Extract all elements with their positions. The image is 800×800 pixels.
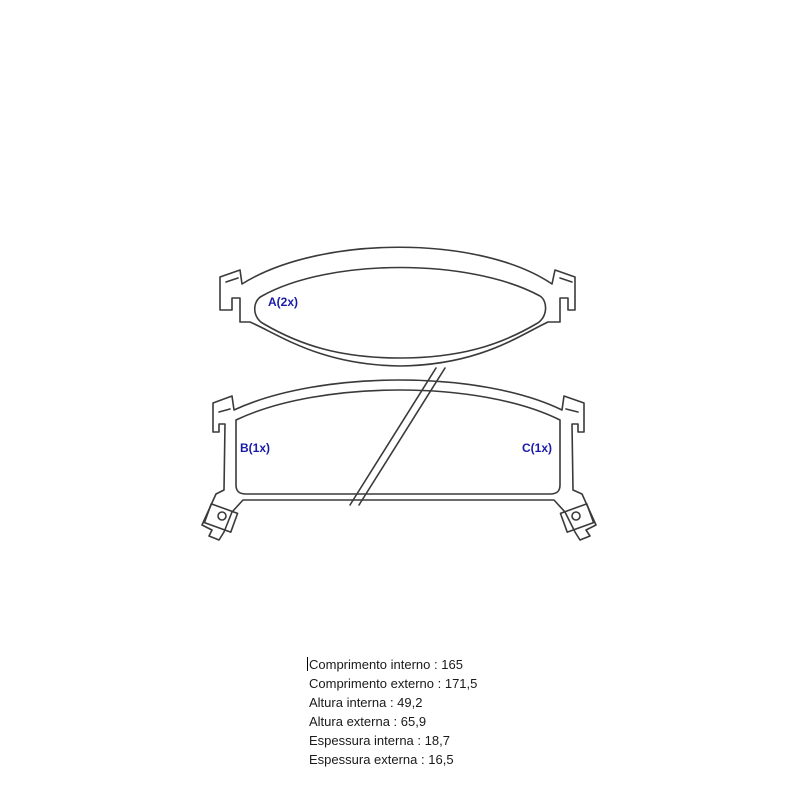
text-cursor	[307, 657, 308, 671]
spec-label: Comprimento externo	[309, 676, 434, 691]
pad-a-label: A(2x)	[268, 295, 299, 309]
spec-row-altura-interna: Altura interna : 49,2	[309, 695, 423, 710]
spec-value: 18,7	[424, 733, 450, 748]
spec-label: Comprimento interno	[309, 657, 431, 672]
spec-label: Espessura interna	[309, 733, 414, 748]
specs-list	[309, 655, 569, 769]
spec-row-altura-externa: Altura externa : 65,9	[309, 714, 427, 729]
spec-label: Altura interna	[309, 695, 387, 710]
spec-row-espessura-interna: Espessura interna : 18,7	[309, 733, 450, 748]
spec-label: Altura externa	[309, 714, 390, 729]
spec-row-comprimento-externo: Comprimento externo : 171,5	[309, 676, 478, 691]
spec-row-comprimento-interno: Comprimento interno : 165	[309, 657, 463, 672]
spec-row-espessura-externa: Espessura externa : 16,5	[309, 752, 454, 767]
spec-value: 165	[441, 657, 463, 672]
pad-b-label: B(1x)	[240, 441, 271, 455]
pad-c-label: C(1x)	[522, 441, 553, 455]
spec-value: 65,9	[400, 714, 427, 729]
spec-value: 16,5	[428, 752, 454, 767]
spec-label: Espessura externa	[309, 752, 418, 767]
spec-value: 171,5	[444, 676, 478, 691]
spec-value: 49,2	[397, 695, 423, 710]
